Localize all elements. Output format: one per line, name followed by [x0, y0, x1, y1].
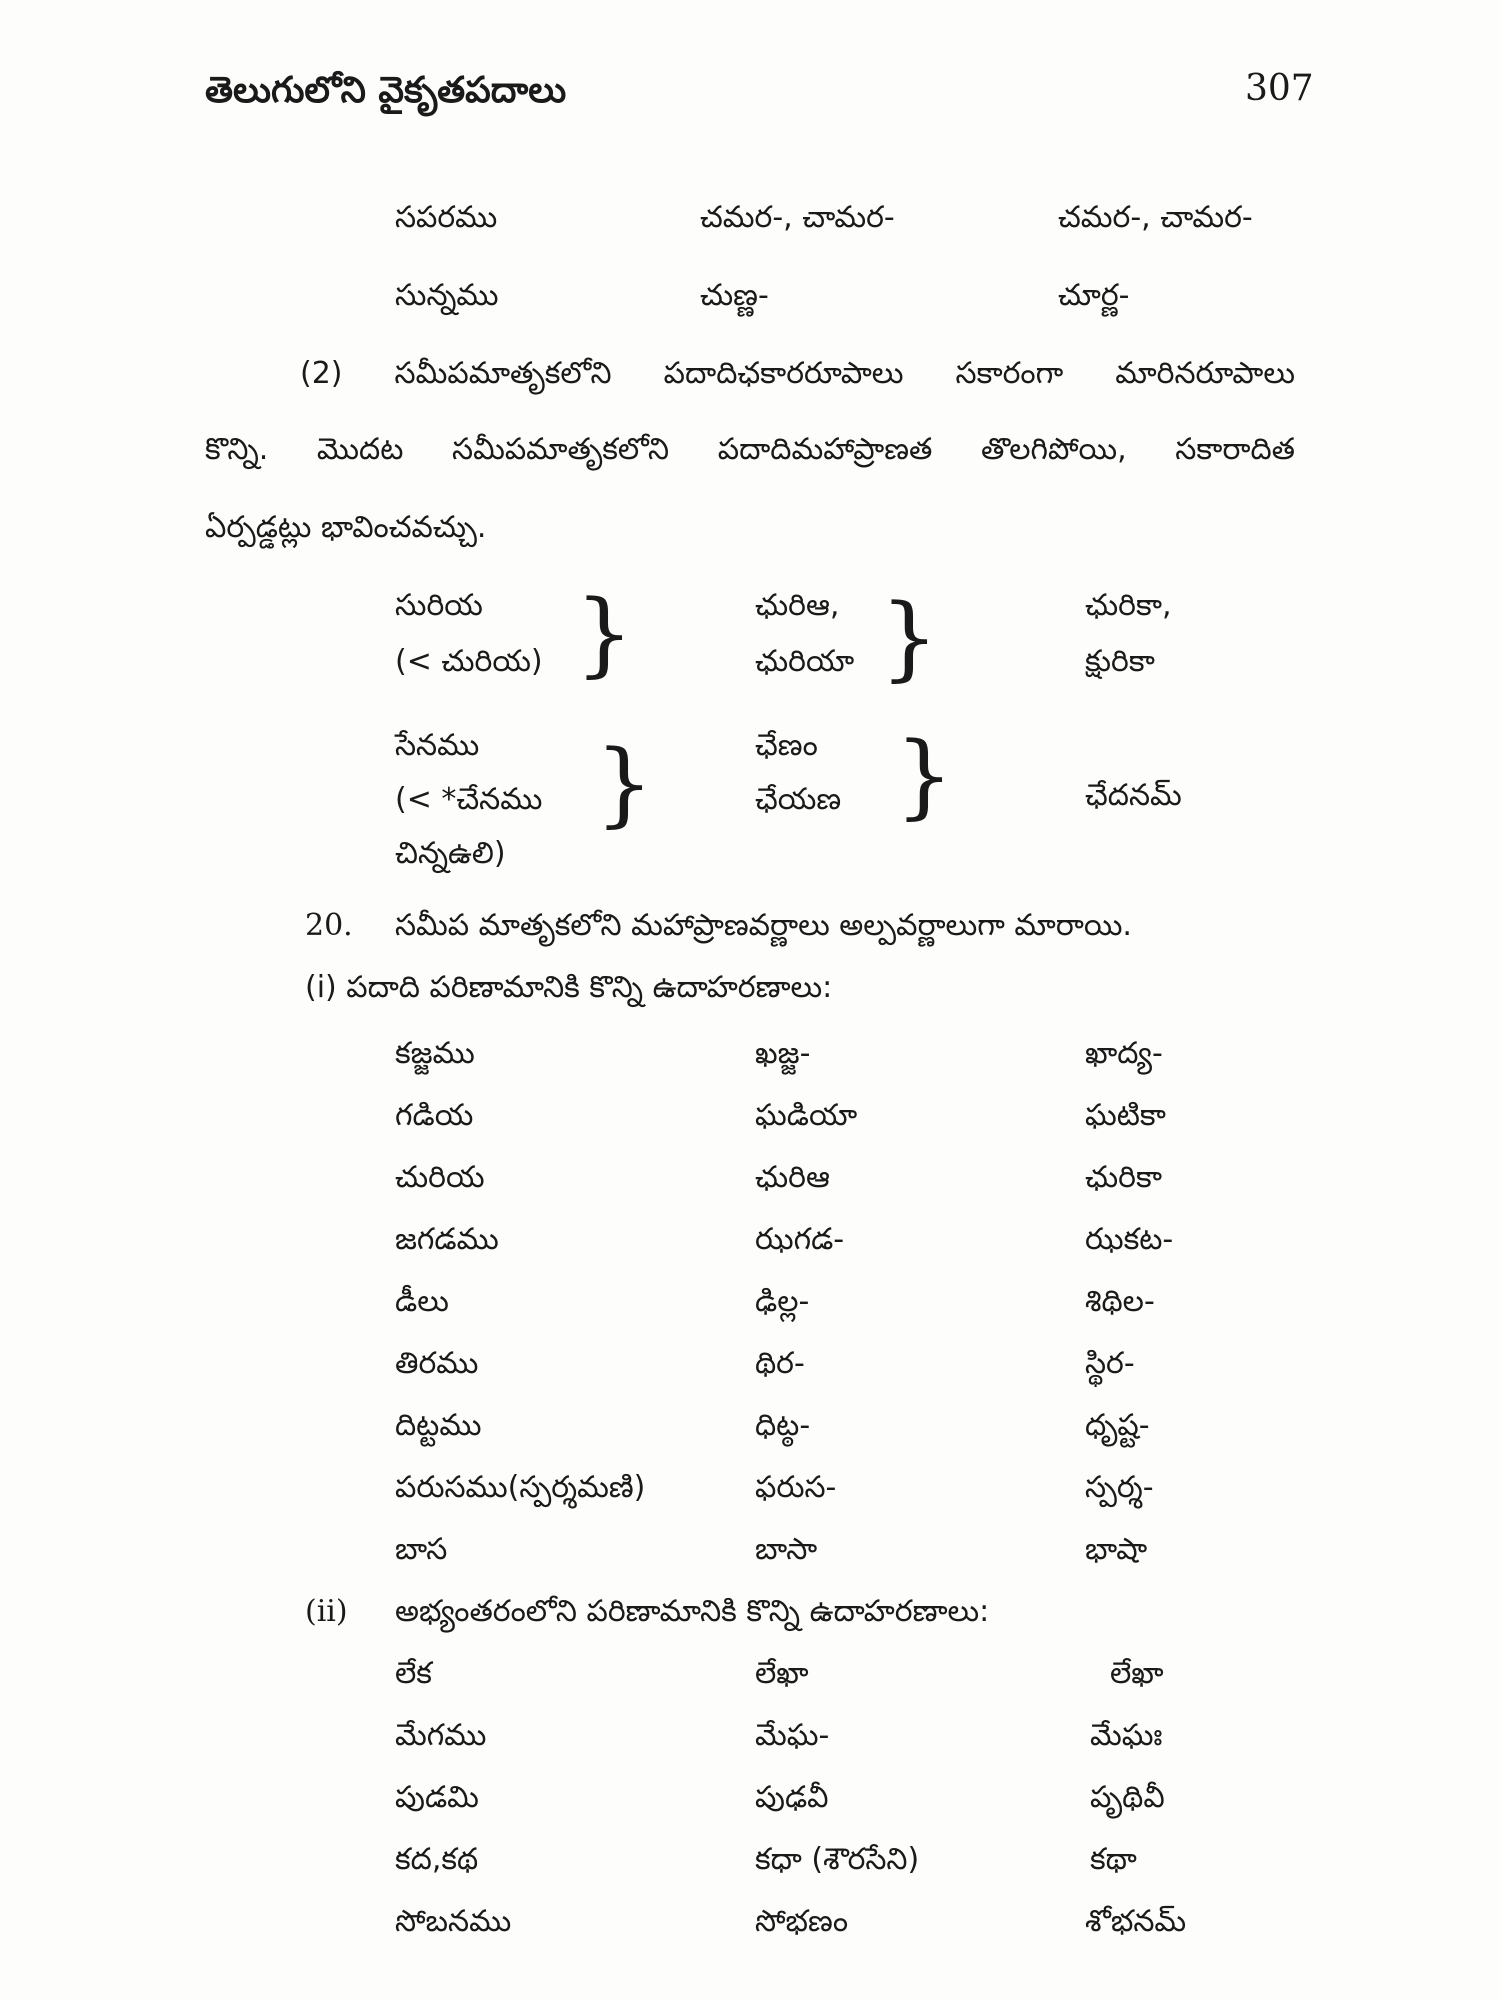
word-prakrit: ధిట్ఠ- [755, 1408, 811, 1443]
word-telugu: కజ్జము [395, 1036, 475, 1071]
word-prakrit: ఛురియా [755, 644, 855, 679]
word-sanskrit: లేఖా [1110, 1656, 1164, 1691]
word-sanskrit: ఛురికా, [1085, 588, 1172, 623]
paragraph-line: (2) సమీపమాతృకలోని పదాదిఛకారరూపాలు సకారంగా మారినరూపాలు [300, 356, 1295, 391]
word-telugu: లేక [395, 1656, 432, 1691]
word-sanskrit: శిథిల- [1085, 1284, 1155, 1319]
subsection-heading: అభ్యంతరంలోని పరిణామానికి కొన్ని ఉదాహరణాలు: [395, 1594, 990, 1629]
word-prakrit: బాసా [755, 1532, 818, 1567]
curly-brace-icon: } [575, 580, 634, 687]
word-sanskrit: ఛురికా [1085, 1160, 1162, 1195]
word-prakrit: చుణ్ణ- [700, 278, 769, 313]
word-prakrit: మేఘ- [755, 1718, 830, 1753]
word-prakrit: ఢిల్ల- [755, 1284, 810, 1319]
word-telugu: గడియ [395, 1098, 474, 1133]
word-telugu: సురియ [395, 588, 483, 623]
word-telugu: సేనము [395, 728, 480, 763]
word-sanskrit: స్థిర- [1085, 1346, 1135, 1381]
word-sanskrit: ఝకట- [1085, 1222, 1174, 1257]
paragraph-line: ఏర్పడ్డట్లు భావించవచ్చు. [205, 510, 487, 545]
word-telugu-note: (< చురియ) [395, 644, 543, 679]
word-prakrit: ఛురిఆ [755, 1160, 830, 1195]
word-telugu: పుడమి [395, 1780, 479, 1815]
curly-brace-icon: } [595, 730, 654, 837]
word-telugu-note: (< *చేనము [395, 782, 543, 817]
word-telugu: తిరము [395, 1346, 479, 1381]
word-telugu-note: చిన్నఉలి) [395, 836, 506, 871]
curly-brace-icon: } [895, 722, 954, 829]
word-sanskrit: చమర-, చామర- [1058, 200, 1253, 235]
word-telugu: సున్నము [395, 278, 499, 313]
word-prakrit: లేఖా [755, 1656, 809, 1691]
word-prakrit: థిర- [755, 1346, 805, 1381]
word-sanskrit: ఖాద్య- [1085, 1036, 1163, 1071]
word-prakrit: పుఢవీ [755, 1780, 829, 1815]
paragraph-line: కొన్ని. మొదట సమీపమాతృకలోని పదాదిమహాప్రాణత తొలగిపోయి, సకారాదిత [205, 432, 1295, 467]
word-prakrit: ఛేయణ [755, 782, 842, 817]
word-sanskrit: పృథివీ [1090, 1780, 1165, 1815]
word-sanskrit: క్షురికా [1085, 644, 1155, 679]
word-telugu: డీలు [395, 1284, 449, 1319]
word-prakrit: ఛురిఆ, [755, 588, 840, 623]
running-header-title: తెలుగులోని వైకృతపదాలు [205, 70, 567, 111]
word-telugu: జగడము [395, 1222, 499, 1257]
word-telugu: చురియ [395, 1160, 485, 1195]
word-sanskrit: ఛేదనమ్ [1085, 778, 1182, 813]
section-heading: సమీప మాతృకలోని మహాప్రాణవర్ణాలు అల్పవర్ణాలుగా మారాయి. [395, 908, 1132, 943]
word-prakrit: సోభణం [755, 1904, 849, 1939]
word-prakrit: ఝగడ- [755, 1222, 845, 1257]
word-prakrit: ఛేణం [755, 728, 818, 763]
word-telugu: సపరము [395, 200, 498, 235]
subsection-label: (ii) [305, 1594, 348, 1629]
word-prakrit: కధా (శౌరసేని) [755, 1842, 920, 1877]
word-sanskrit: శోభనమ్ [1085, 1904, 1187, 1939]
word-telugu: మేగము [395, 1718, 487, 1753]
word-sanskrit: కథా [1090, 1842, 1137, 1877]
word-telugu: సోబనము [395, 1904, 512, 1939]
word-telugu: పరుసము(స్పర్శమణి) [395, 1470, 646, 1505]
subsection-heading: (i) పదాది పరిణామానికి కొన్ని ఉదాహరణాలు: [305, 970, 833, 1005]
word-prakrit: ఘడియా [755, 1098, 858, 1133]
word-telugu: కద,కథ [395, 1842, 479, 1877]
word-telugu: దిట్టము [395, 1408, 482, 1443]
word-sanskrit: చూర్ణ- [1058, 278, 1130, 313]
word-telugu: బాస [395, 1532, 448, 1567]
word-prakrit: చమర-, చామర- [700, 200, 895, 235]
section-number: 20. [305, 908, 353, 943]
word-sanskrit: ఘటికా [1085, 1098, 1166, 1133]
word-sanskrit: మేఘః [1090, 1718, 1163, 1753]
word-sanskrit: స్పర్శ- [1085, 1470, 1154, 1505]
page-number: 307 [1245, 68, 1314, 109]
word-sanskrit: భాషా [1085, 1532, 1148, 1567]
word-sanskrit: ధృష్ట- [1085, 1408, 1150, 1443]
word-prakrit: ఖజ్జ- [755, 1036, 811, 1071]
curly-brace-icon: } [880, 584, 939, 691]
word-prakrit: ఫరుస- [755, 1470, 837, 1505]
